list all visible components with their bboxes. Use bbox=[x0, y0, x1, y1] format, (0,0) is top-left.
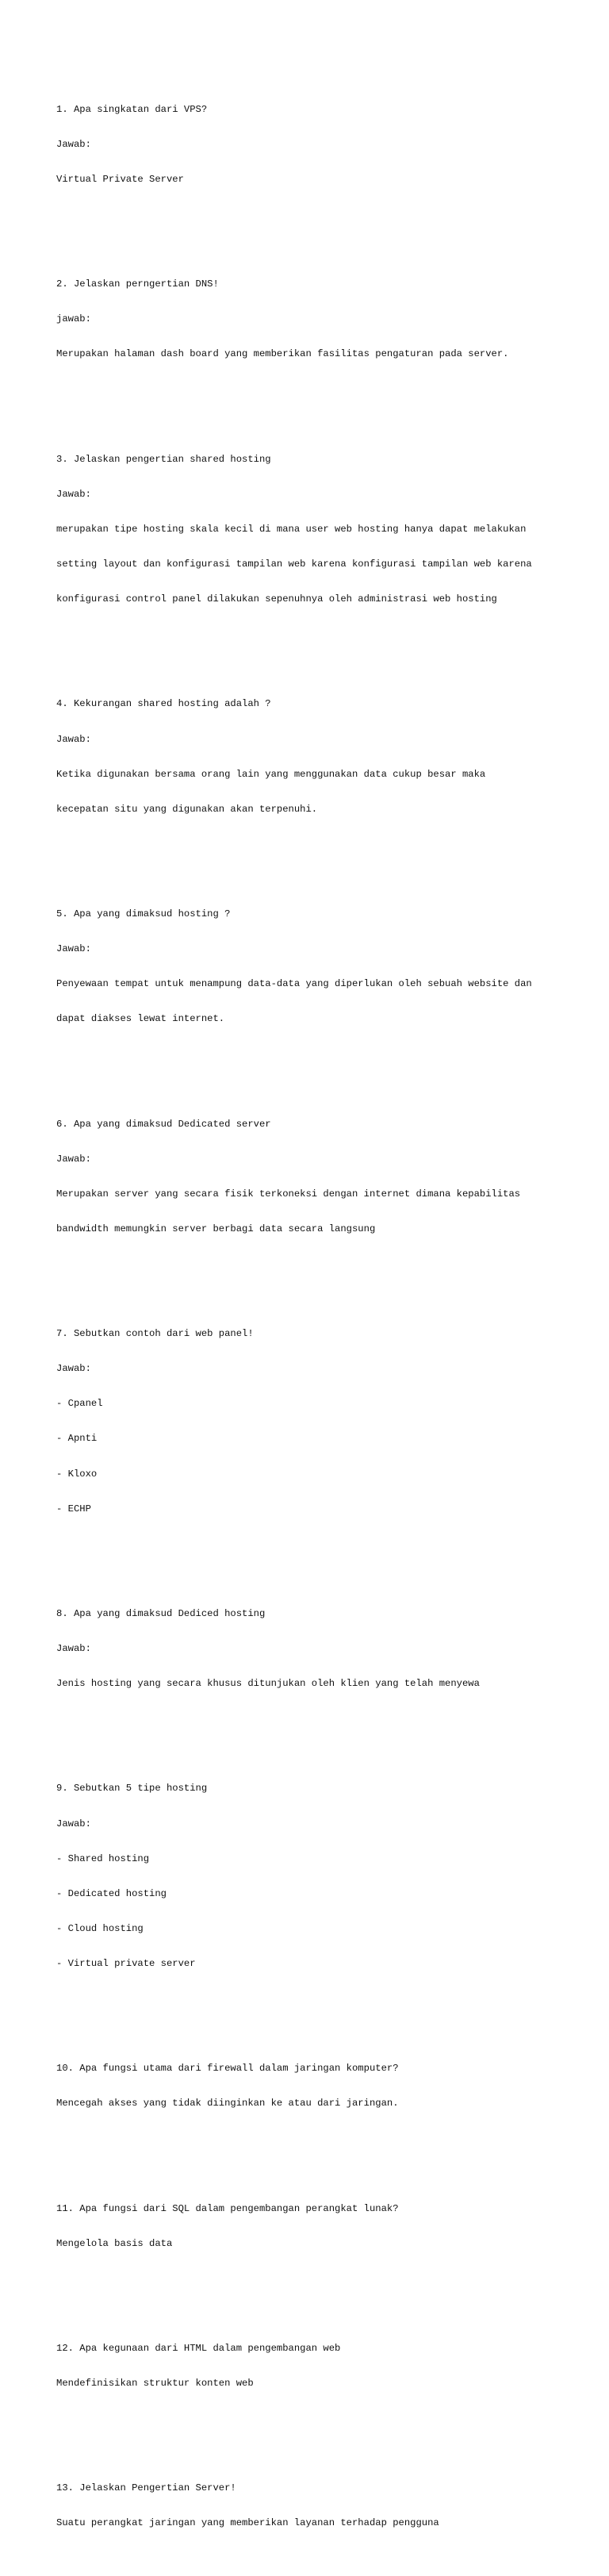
answer-text: setting layout dan konfigurasi tampilan web karena konfigurasi tampilan web karena bbox=[56, 559, 532, 570]
answer-text: Penyewaan tempat untuk menampung data-data yang diperlukan oleh sebuah website dan bbox=[56, 978, 532, 990]
answer-text: Suatu perangkat jaringan yang memberikan layanan terhadap pengguna bbox=[56, 2517, 439, 2529]
answer-text: kecepatan situ yang digunakan akan terpenuhi. bbox=[56, 803, 318, 815]
answer-label: Jawab: bbox=[56, 943, 91, 955]
qa-item-1 bbox=[56, 80, 596, 209]
answer-text: konfigurasi control panel dilakukan sepenuhnya oleh administrasi web hosting bbox=[56, 593, 497, 605]
answer-text: Jenis hosting yang secara khusus ditunjukan oleh klien yang telah menyewa bbox=[56, 1678, 480, 1690]
answer-list-item: - Cpanel bbox=[56, 1398, 103, 1410]
answer-list-item: - Apnti bbox=[56, 1433, 98, 1445]
qa-item-7 bbox=[56, 1305, 596, 1538]
question-text: 5. Apa yang dimaksud hosting ? bbox=[56, 908, 231, 920]
answer-text: Merupakan halaman dash board yang memberikan fasilitas pengaturan pada server. bbox=[56, 348, 509, 360]
question-text: 2. Jelaskan perngertian DNS! bbox=[56, 278, 219, 290]
answer-text: dapat diakses lewat internet. bbox=[56, 1013, 225, 1025]
question-text: 8. Apa yang dimaksud Dediced hosting bbox=[56, 1607, 266, 1619]
answer-label: jawab: bbox=[56, 313, 91, 325]
question-text: 11. Apa fungsi dari SQL dalam pengembangan perangkat lunak? bbox=[56, 2202, 399, 2214]
question-text: 10. Apa fungsi utama dari firewall dalam jaringan komputer? bbox=[56, 2063, 399, 2075]
question-text: 12. Apa kegunaan dari HTML dalam pengembangan web bbox=[56, 2342, 341, 2354]
answer-list-item: - Virtual private server bbox=[56, 1957, 196, 1969]
answer-list-item: - ECHP bbox=[56, 1503, 91, 1515]
question-text: 7. Sebutkan contoh dari web panel! bbox=[56, 1328, 254, 1340]
qa-item-4 bbox=[56, 675, 596, 839]
answer-list-item: - Cloud hosting bbox=[56, 1922, 144, 1934]
qa-item-11 bbox=[56, 2179, 596, 2273]
document-page bbox=[56, 57, 596, 2576]
answer-text: Ketika digunakan bersama orang lain yang menggunakan data cukup besar maka bbox=[56, 768, 486, 780]
qa-item-10 bbox=[56, 2040, 596, 2133]
question-text: 1. Apa singkatan dari VPS? bbox=[56, 103, 208, 115]
qa-item-9 bbox=[56, 1760, 596, 1993]
answer-list-item: - Kloxo bbox=[56, 1468, 98, 1480]
answer-text: Mencegah akses yang tidak diinginkan ke atau dari jaringan. bbox=[56, 2098, 399, 2110]
answer-text: Merupakan server yang secara fisik terkoneksi dengan internet dimana kepabilitas bbox=[56, 1188, 521, 1200]
qa-item-12 bbox=[56, 2320, 596, 2413]
answer-label: Jawab: bbox=[56, 1818, 91, 1829]
answer-text: Mendefinisikan struktur konten web bbox=[56, 2378, 254, 2390]
question-text: 4. Kekurangan shared hosting adalah ? bbox=[56, 698, 271, 710]
qa-item-8 bbox=[56, 1585, 596, 1714]
qa-item-3 bbox=[56, 430, 596, 628]
answer-list-item: - Dedicated hosting bbox=[56, 1887, 167, 1899]
answer-label: Jawab: bbox=[56, 138, 91, 150]
answer-label: Jawab: bbox=[56, 488, 91, 500]
answer-label: Jawab: bbox=[56, 733, 91, 745]
answer-text: Virtual Private Server bbox=[56, 174, 184, 185]
question-text: 13. Jelaskan Pengertian Server! bbox=[56, 2482, 236, 2494]
qa-item-13 bbox=[56, 2459, 596, 2553]
qa-item-2 bbox=[56, 255, 596, 384]
question-text: 6. Apa yang dimaksud Dedicated server bbox=[56, 1118, 271, 1130]
answer-text: merupakan tipe hosting skala kecil di mana user web hosting hanya dapat melakukan bbox=[56, 523, 527, 535]
qa-item-6 bbox=[56, 1095, 596, 1258]
answer-label: Jawab: bbox=[56, 1643, 91, 1655]
qa-item-5 bbox=[56, 885, 596, 1049]
answer-label: Jawab: bbox=[56, 1153, 91, 1165]
answer-list-item: - Shared hosting bbox=[56, 1852, 150, 1864]
question-text: 3. Jelaskan pengertian shared hosting bbox=[56, 453, 271, 465]
answer-label: Jawab: bbox=[56, 1363, 91, 1375]
answer-text: bandwidth memungkin server berbagi data secara langsung bbox=[56, 1223, 376, 1234]
question-text: 9. Sebutkan 5 tipe hosting bbox=[56, 1783, 208, 1795]
answer-text: Mengelola basis data bbox=[56, 2237, 173, 2249]
